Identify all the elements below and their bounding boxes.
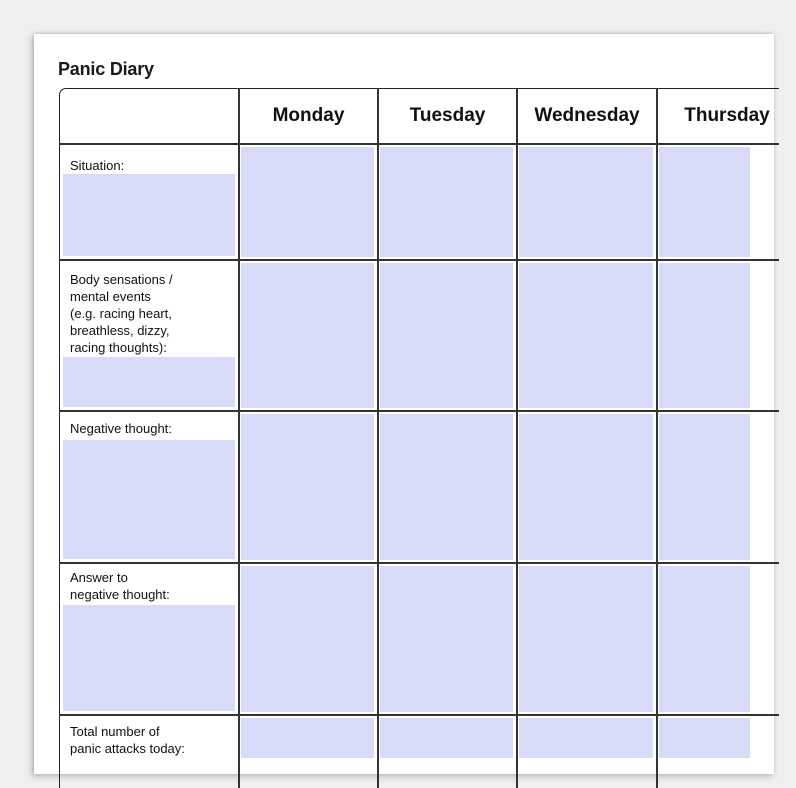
row-divider	[59, 410, 779, 412]
day-header-monday: Monday	[272, 105, 345, 126]
row-label-total-attacks: Total number of panic attacks today:	[70, 724, 185, 756]
entry-cell-monday-body-sensations[interactable]	[241, 263, 374, 408]
entry-cell-tuesday-answer[interactable]	[380, 566, 513, 712]
row-divider	[59, 143, 779, 145]
row-divider	[59, 562, 779, 564]
entry-cell-thursday-body-sensations[interactable]	[659, 263, 750, 408]
entry-cell-monday-situation[interactable]	[241, 147, 374, 257]
row-label-situation: Situation:	[70, 158, 125, 173]
row-divider	[59, 714, 779, 716]
column-divider	[377, 88, 379, 788]
column-divider	[238, 88, 240, 788]
entry-cell-tuesday-total[interactable]	[380, 718, 513, 758]
label-field-negative-thought[interactable]	[63, 440, 235, 559]
entry-cell-wednesday-answer[interactable]	[519, 566, 653, 712]
entry-cell-wednesday-negative-thought[interactable]	[519, 414, 653, 560]
entry-cell-monday-total[interactable]	[241, 718, 374, 758]
column-divider	[516, 88, 518, 788]
day-header-thursday: Thursday	[684, 105, 770, 126]
day-header-tuesday: Tuesday	[409, 105, 486, 126]
entry-cell-thursday-total[interactable]	[659, 718, 750, 758]
entry-cell-wednesday-total[interactable]	[519, 718, 653, 758]
day-header-wednesday: Wednesday	[534, 105, 640, 126]
row-label-body-sensations: Body sensations / mental events (e.g. racing heart, breathless, dizzy, racing thoughts):	[70, 272, 173, 355]
entry-cell-tuesday-situation[interactable]	[380, 147, 513, 257]
entry-cell-monday-negative-thought[interactable]	[241, 414, 374, 560]
entry-cell-wednesday-body-sensations[interactable]	[519, 263, 653, 408]
entry-cell-thursday-answer[interactable]	[659, 566, 750, 712]
entry-cell-monday-answer[interactable]	[241, 566, 374, 712]
row-divider	[59, 259, 779, 261]
entry-cell-tuesday-negative-thought[interactable]	[380, 414, 513, 560]
column-divider	[656, 88, 658, 788]
entry-cell-tuesday-body-sensations[interactable]	[380, 263, 513, 408]
page-title: Panic Diary	[58, 59, 154, 79]
label-field-body-sensations[interactable]	[63, 357, 235, 407]
row-label-answer: Answer to negative thought:	[70, 570, 170, 602]
entry-cell-thursday-negative-thought[interactable]	[659, 414, 750, 560]
entry-cell-thursday-situation[interactable]	[659, 147, 750, 257]
label-field-answer[interactable]	[63, 605, 235, 711]
label-field-situation[interactable]	[63, 174, 235, 256]
row-label-negative-thought: Negative thought:	[70, 421, 172, 436]
entry-cell-wednesday-situation[interactable]	[519, 147, 653, 257]
